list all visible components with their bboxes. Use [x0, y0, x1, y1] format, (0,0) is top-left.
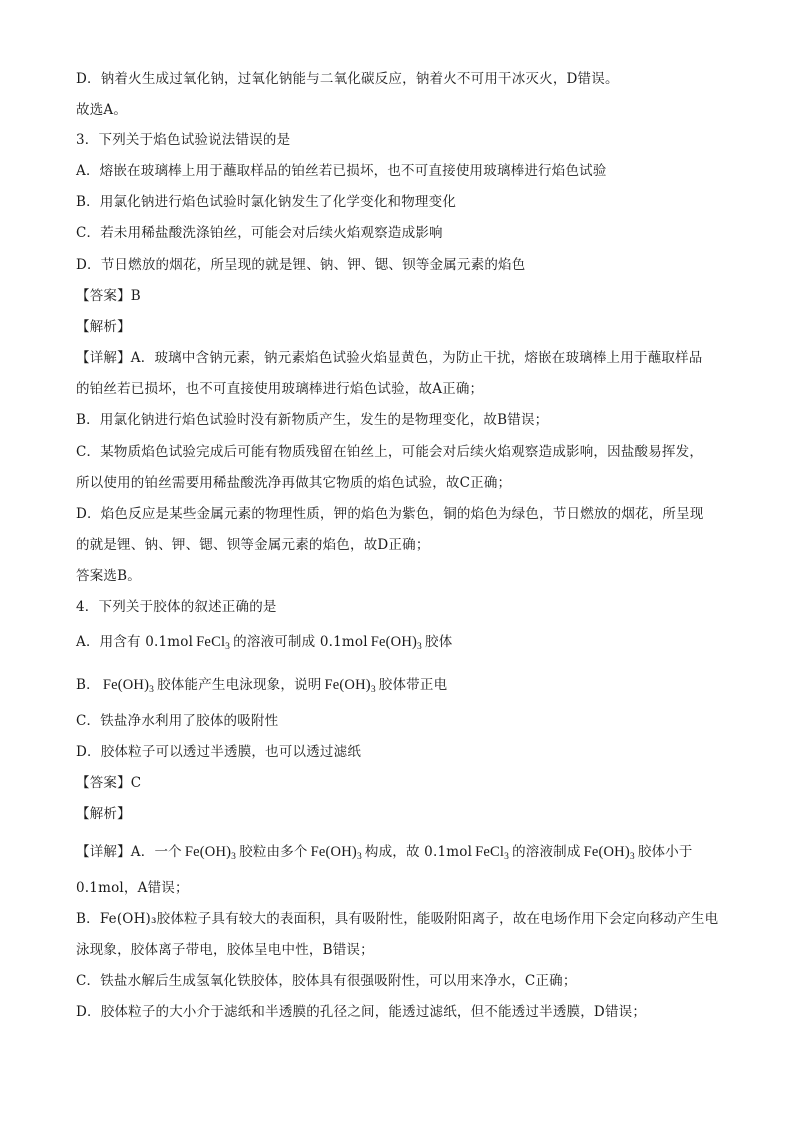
formula: FeCl$_3$ — [196, 634, 231, 652]
formula: $Fe(OH)_3$ — [102, 677, 155, 695]
text-line: C．某物质焰色试验完成后可能有物质残留在铂丝上，可能会对后续火焰观察造成影响，因盐酸易挥发， — [76, 444, 704, 460]
q4-detail-a: 【详解】A．一个 $Fe(OH)_3$ 胶粒由多个 $Fe(OH)_3$ 构成，故 0.1mol FeCl$_3$ 的溶液制成 $Fe(OH)_3$ 胶体小于 — [76, 844, 693, 862]
q4-option-a: A．用含有 0.1mol FeCl$_3$ 的溶液可制成 0.1mol $Fe(OH)_3$ 胶体 — [76, 634, 453, 652]
q3-option-c: C．若未用稀盐酸洗涤铂丝，可能会对后续火焰观察造成影响 — [76, 225, 443, 241]
q4-option-b: B． $Fe(OH)_3$ 胶体能产生电泳现象，说明 $Fe(OH)_3$ 胶体带正电 — [76, 677, 448, 695]
formula: $Fe(OH)_3$ — [310, 844, 362, 862]
q4-answer: 【答案】C — [76, 775, 142, 791]
text-line: 答案选B。 — [76, 568, 141, 584]
q3-analysis-label: 【解析】 — [76, 319, 131, 335]
text-line: 0.1mol，A错误； — [76, 880, 189, 896]
q3-option-b: B．用氯化钠进行焰色试验时氯化钠发生了化学变化和物理变化 — [76, 194, 457, 210]
text-line: 泳现象，胶体离子带电，胶体呈电中性，B错误； — [76, 942, 374, 958]
text-line: 所以使用的铂丝需要用稀盐酸洗净再做其它物质的焰色试验，故C正确； — [76, 475, 512, 491]
text-line: D．焰色反应是某些金属元素的物理性质，钾的焰色为紫色，铜的焰色为绿色，节日燃放的烟花，所呈现 — [76, 506, 704, 522]
formula: FeCl$_3$ — [475, 844, 510, 862]
q4-detail-d: D．胶体粒子的大小介于滤纸和半透膜的孔径之间，能透过滤纸，但不能透过半透膜，D错误； — [76, 1004, 647, 1020]
q3-answer: 【答案】B — [76, 288, 141, 304]
text-line: 的铂丝若已损坏，也不可直接使用玻璃棒进行焰色试验，故A正确； — [76, 381, 484, 397]
q4-option-d: D．胶体粒子可以透过半透膜，也可以透过滤纸 — [76, 744, 362, 760]
text-line: 故选A。 — [76, 102, 128, 118]
q4-option-c: C．铁盐净水利用了胶体的吸附性 — [76, 713, 279, 729]
formula: $Fe(OH)_3$ — [184, 844, 237, 862]
text-line: 的就是锂、钠、钾、锶、钡等金属元素的焰色，故D正确； — [76, 537, 430, 553]
formula: $Fe(OH)_3$ — [583, 844, 635, 862]
text-line: 【详解】A．玻璃中含钠元素，钠元素焰色试验火焰显黄色，为防止干扰，熔嵌在玻璃棒上用于蘸取样品 — [76, 350, 703, 366]
formula: $Fe(OH)_3$ — [370, 634, 422, 652]
text-line: B．用氯化钠进行焰色试验时没有新物质产生，发生的是物理变化，故B错误； — [76, 412, 549, 428]
q4-analysis-label: 【解析】 — [76, 806, 131, 822]
q3-option-a: A．熔嵌在玻璃棒上用于蘸取样品的铂丝若已损坏，也不可直接使用玻璃棒进行焰色试验 — [76, 163, 607, 179]
q4-detail-c: C．铁盐水解后生成氢氧化铁胶体，胶体具有很强吸附性，可以用来净水，C正确； — [76, 973, 577, 989]
q3-option-d: D．节日燃放的烟花，所呈现的就是锂、钠、钾、锶、钡等金属元素的焰色 — [76, 257, 526, 273]
text-line: D．钠着火生成过氧化钠，过氧化钠能与二氧化碳反应，钠着火不可用干冰灭火，D错误。 — [76, 71, 619, 87]
question-4-title: 4．下列关于胶体的叙述正确的是 — [76, 599, 277, 615]
formula: $Fe(OH)_3$ — [324, 677, 376, 695]
q4-detail-b: B．Fe(OH)₃胶体粒子具有较大的表面积，具有吸附性，能吸附阳离子，故在电场作用下会定向移动产生电 — [76, 911, 719, 927]
question-3-title: 3．下列关于焰色试验说法错误的是 — [76, 132, 291, 148]
